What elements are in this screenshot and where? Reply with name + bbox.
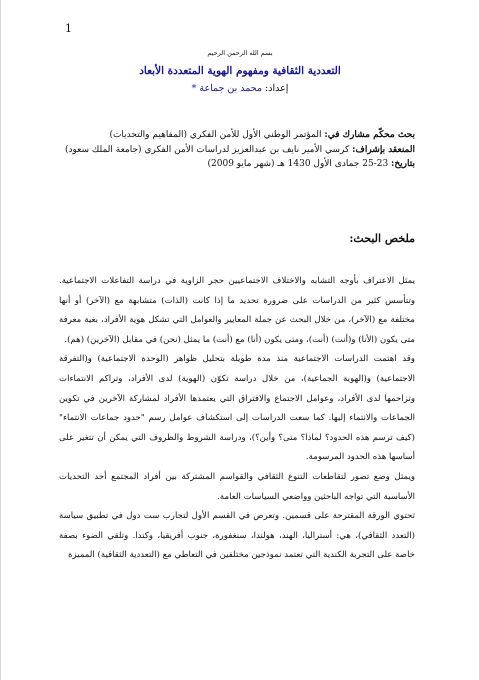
abstract-body <box>59 272 415 566</box>
meta-supervision-label: المنعقد بإشراف: <box>352 144 415 155</box>
meta-date-label: بتاريخ: <box>391 159 415 169</box>
paragraph: وقد اهتمت الدراسات الاجتماعية منذ مدة طويلة بتحليل ظواهر (الوحدة الاجتماعية) و(التفرقة الاجتماعية) و(الهوية الجماعية)، من خلال دراسة تكوّن (الهوية) لدى الأفراد، وتراكم الانتماءات وتزاحمها لدى الأفراد، وعوامل الاجتماع والافتراق التي يعتمدها الأفراد لمشاركة الآخرين في تكوين الجماعات والانتماء إليها. كما سعت الدراسات إلى استكشاف عوامل رسم "حدود جماعات الانتماء" (كيف ترسم هذه الحدود؟ لماذا؟ متى؟ وأين؟)، ودراسة الشروط والظروف التي يمكن أن تتغير على أساسها هذه الحدود المرسومة. <box>59 354 415 463</box>
author-name: محمد بن جماعة * <box>191 83 262 94</box>
paragraph: تحتوي الورقة المقترحة على قسمين. وتعرض في القسم الأول لتجارب ست دول في تطبيق سياسة (التعدد الثقافي)، هي: أستراليا، الهند، هولندا، سنغفورة، جنوب أفريقيا، وكندا. وتلقي الضوء بصفة خاصة على التجربة الكندية التي تعتمد نموذجين مختلفين في التعاطي مع (التعددية الثقافية) المميزة <box>59 511 415 561</box>
conference-info <box>59 128 415 172</box>
document-header <box>1 48 479 96</box>
meta-conference-value: المؤتمر الوطني الأول للأمن الفكري (المفاهيم والتحديات) <box>109 130 322 140</box>
basmala: بسم الله الرحمن الرحيم <box>207 49 273 57</box>
meta-supervision-value: كرسي الأمير نايف بن عبدالعزيز لدراسات الأمن الفكري (جامعة الملك سعود) <box>64 144 350 155</box>
author-label: إعداد: <box>265 83 289 94</box>
paragraph: ويمثل وضع تصور لتقاطعات التنوع الثقافي والقواسم المشتركة بين أفراد المجتمع أحد التحديات الأساسية التي تواجه الباحثين وواضعي السياسات العامة. <box>59 471 415 502</box>
meta-line-conference <box>59 128 415 143</box>
paragraph: يمثل الاعتراف بأوجه التشابه والاختلاف الاجتماعيين حجر الزاوية في دراسة التفاعلات الاجتماعية. وتتأسس كثير من الدراسات على ضرورة تحديد ما إذا كانت (الذات) متشابهة مع (الآخر) أو أنها مختلفة مع (الآخر)، من خلال البحث عن جملة المعايير والعوامل التي تشكل هوية الأفراد، بغية معرفة متى يكون (الأنا) و(أنت) (أنت)، ومتى يكون (أنا) مع (أنت) ما يمثل (نحن) في مقابل (الآخرين) (هم). <box>59 276 415 345</box>
meta-line-date <box>59 157 415 172</box>
meta-line-supervision <box>59 143 415 158</box>
section-heading: ملخص البحث: <box>349 232 415 245</box>
author-line <box>1 82 479 96</box>
meta-conference-label: بحث محكّم مشارك في: <box>324 130 415 140</box>
document-title: التعددية الثقافية ومفهوم الهوية المتعددة الأبعاد <box>139 65 341 77</box>
page-number: 1 <box>65 22 72 35</box>
meta-date-value: 23-25 جمادى الأول 1430 هـ (شهر مايو 2009) <box>207 159 389 169</box>
